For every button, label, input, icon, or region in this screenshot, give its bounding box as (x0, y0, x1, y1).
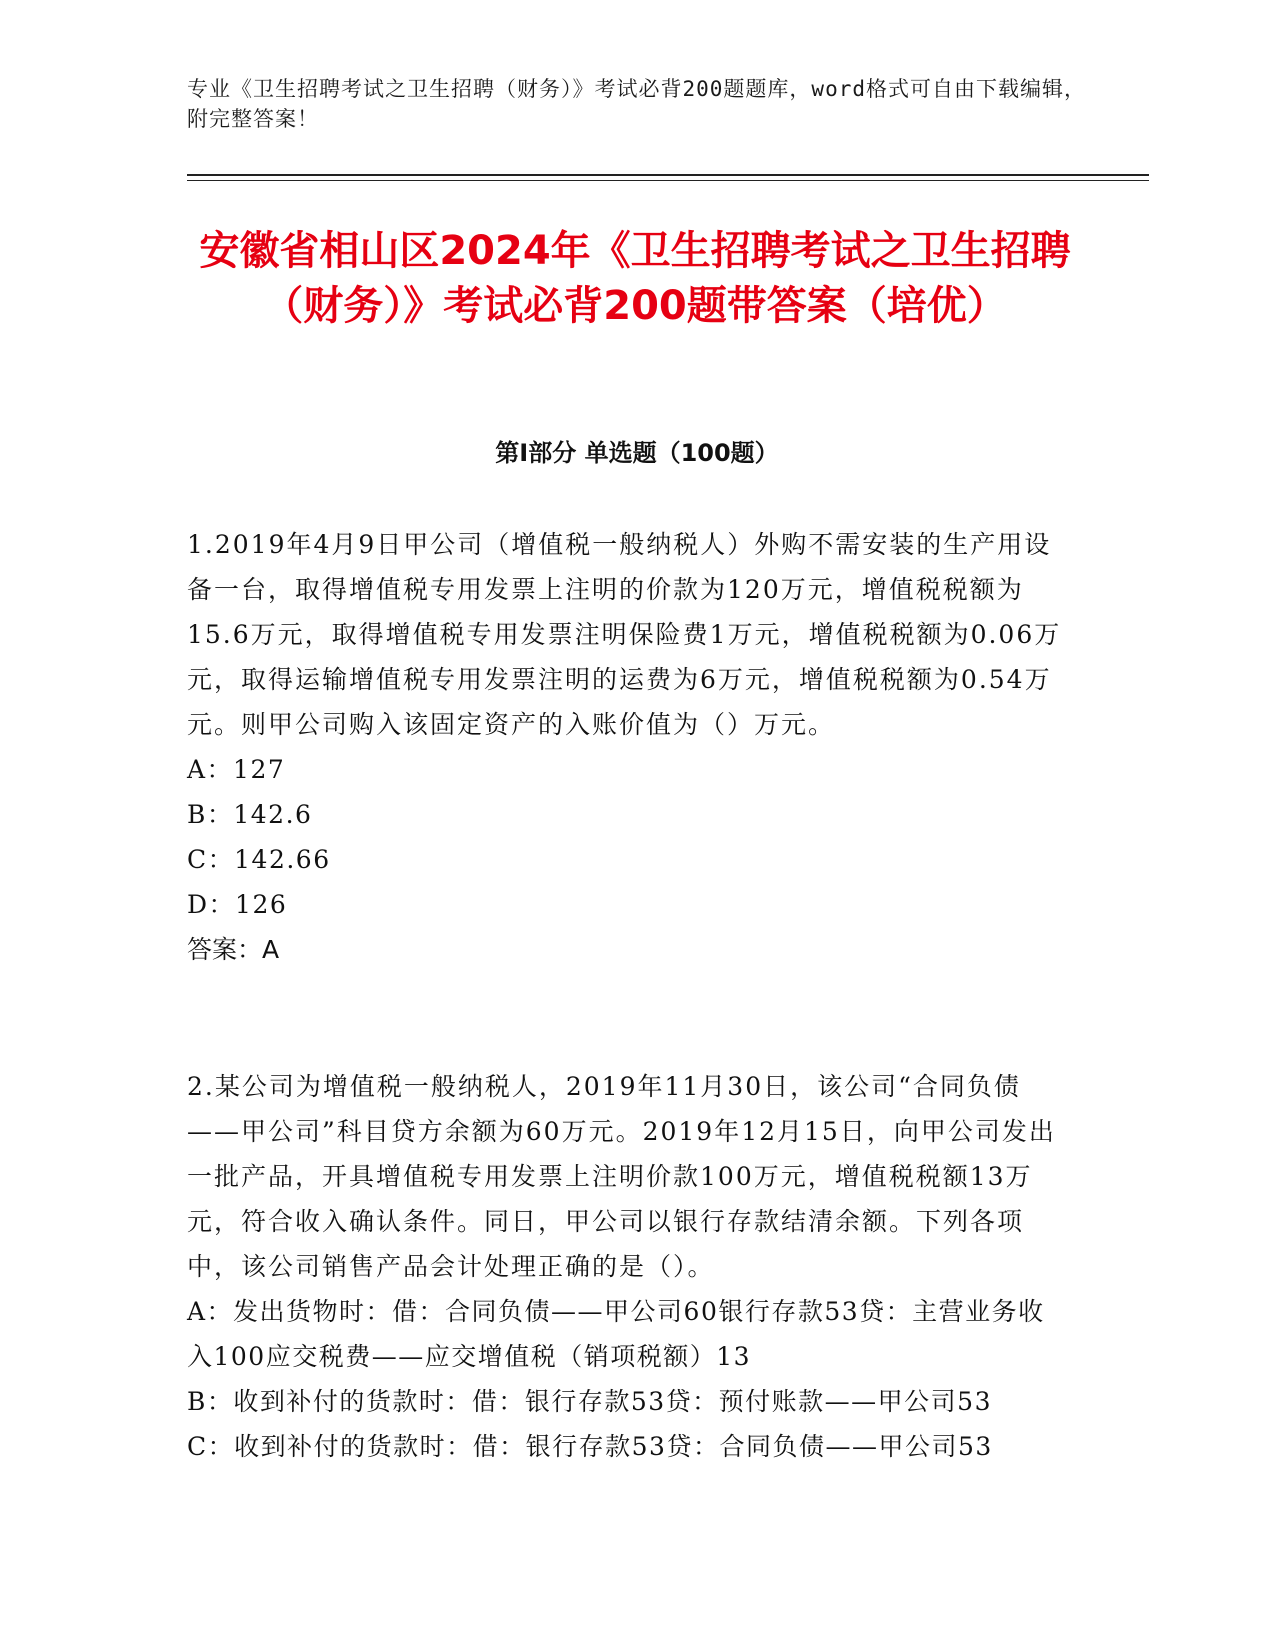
option-b: B：收到补付的货款时：借：银行存款53贷：预付账款——甲公司53 (187, 1387, 992, 1416)
option-c: C：收到补付的货款时：借：银行存款53贷：合同负债——甲公司53 (187, 1432, 993, 1461)
option-d: D：126 (187, 890, 288, 919)
question-2 (187, 1064, 1067, 1469)
section-heading: 第I部分 单选题（100题） (495, 439, 779, 467)
question-text: 2.某公司为增值税一般纳税人，2019年11月30日，该公司“合同负债——甲公司”科目贷方余额为60万元。2019年12月15日，向甲公司发出一批产品，开具增值税专用发票上注明价款100万元，增值税税额13万元，符合收入确认条件。同日，甲公司以银行存款结清余额。下列各项中，该公司销售产品会计处理正确的是（）。 (187, 1072, 1056, 1281)
header-divider-thin (187, 180, 1149, 181)
option-b: B：142.6 (187, 800, 313, 829)
header-divider-thick (187, 174, 1149, 176)
header-note: 专业《卫生招聘考试之卫生招聘（财务）》考试必背200题题库，word格式可自由下载编辑，附完整答案！ (187, 77, 1086, 131)
option-a: A：127 (187, 755, 286, 784)
option-c: C：142.66 (187, 845, 331, 874)
answer-label: 答案：A (187, 935, 280, 964)
question-1 (187, 522, 1067, 972)
option-a: A：发出货物时：借：合同负债——甲公司60银行存款53贷：主营业务收入100应交税费——应交增值税（销项税额）13 (187, 1297, 1045, 1371)
document-title: 安徽省相山区2024年《卫生招聘考试之卫生招聘（财务）》考试必背200题带答案（培优） (199, 228, 1071, 329)
question-text: 1.2019年4月9日甲公司（增值税一般纳税人）外购不需安装的生产用设备一台，取得增值税专用发票上注明的价款为120万元，增值税税额为15.6万元，取得增值税专用发票注明保险费1万元，增值税税额为0.06万元，取得运输增值税专用发票注明的运费为6万元，增值税税额为0.54万元。则甲公司购入该固定资产的入账价值为（）万元。 (187, 530, 1062, 739)
